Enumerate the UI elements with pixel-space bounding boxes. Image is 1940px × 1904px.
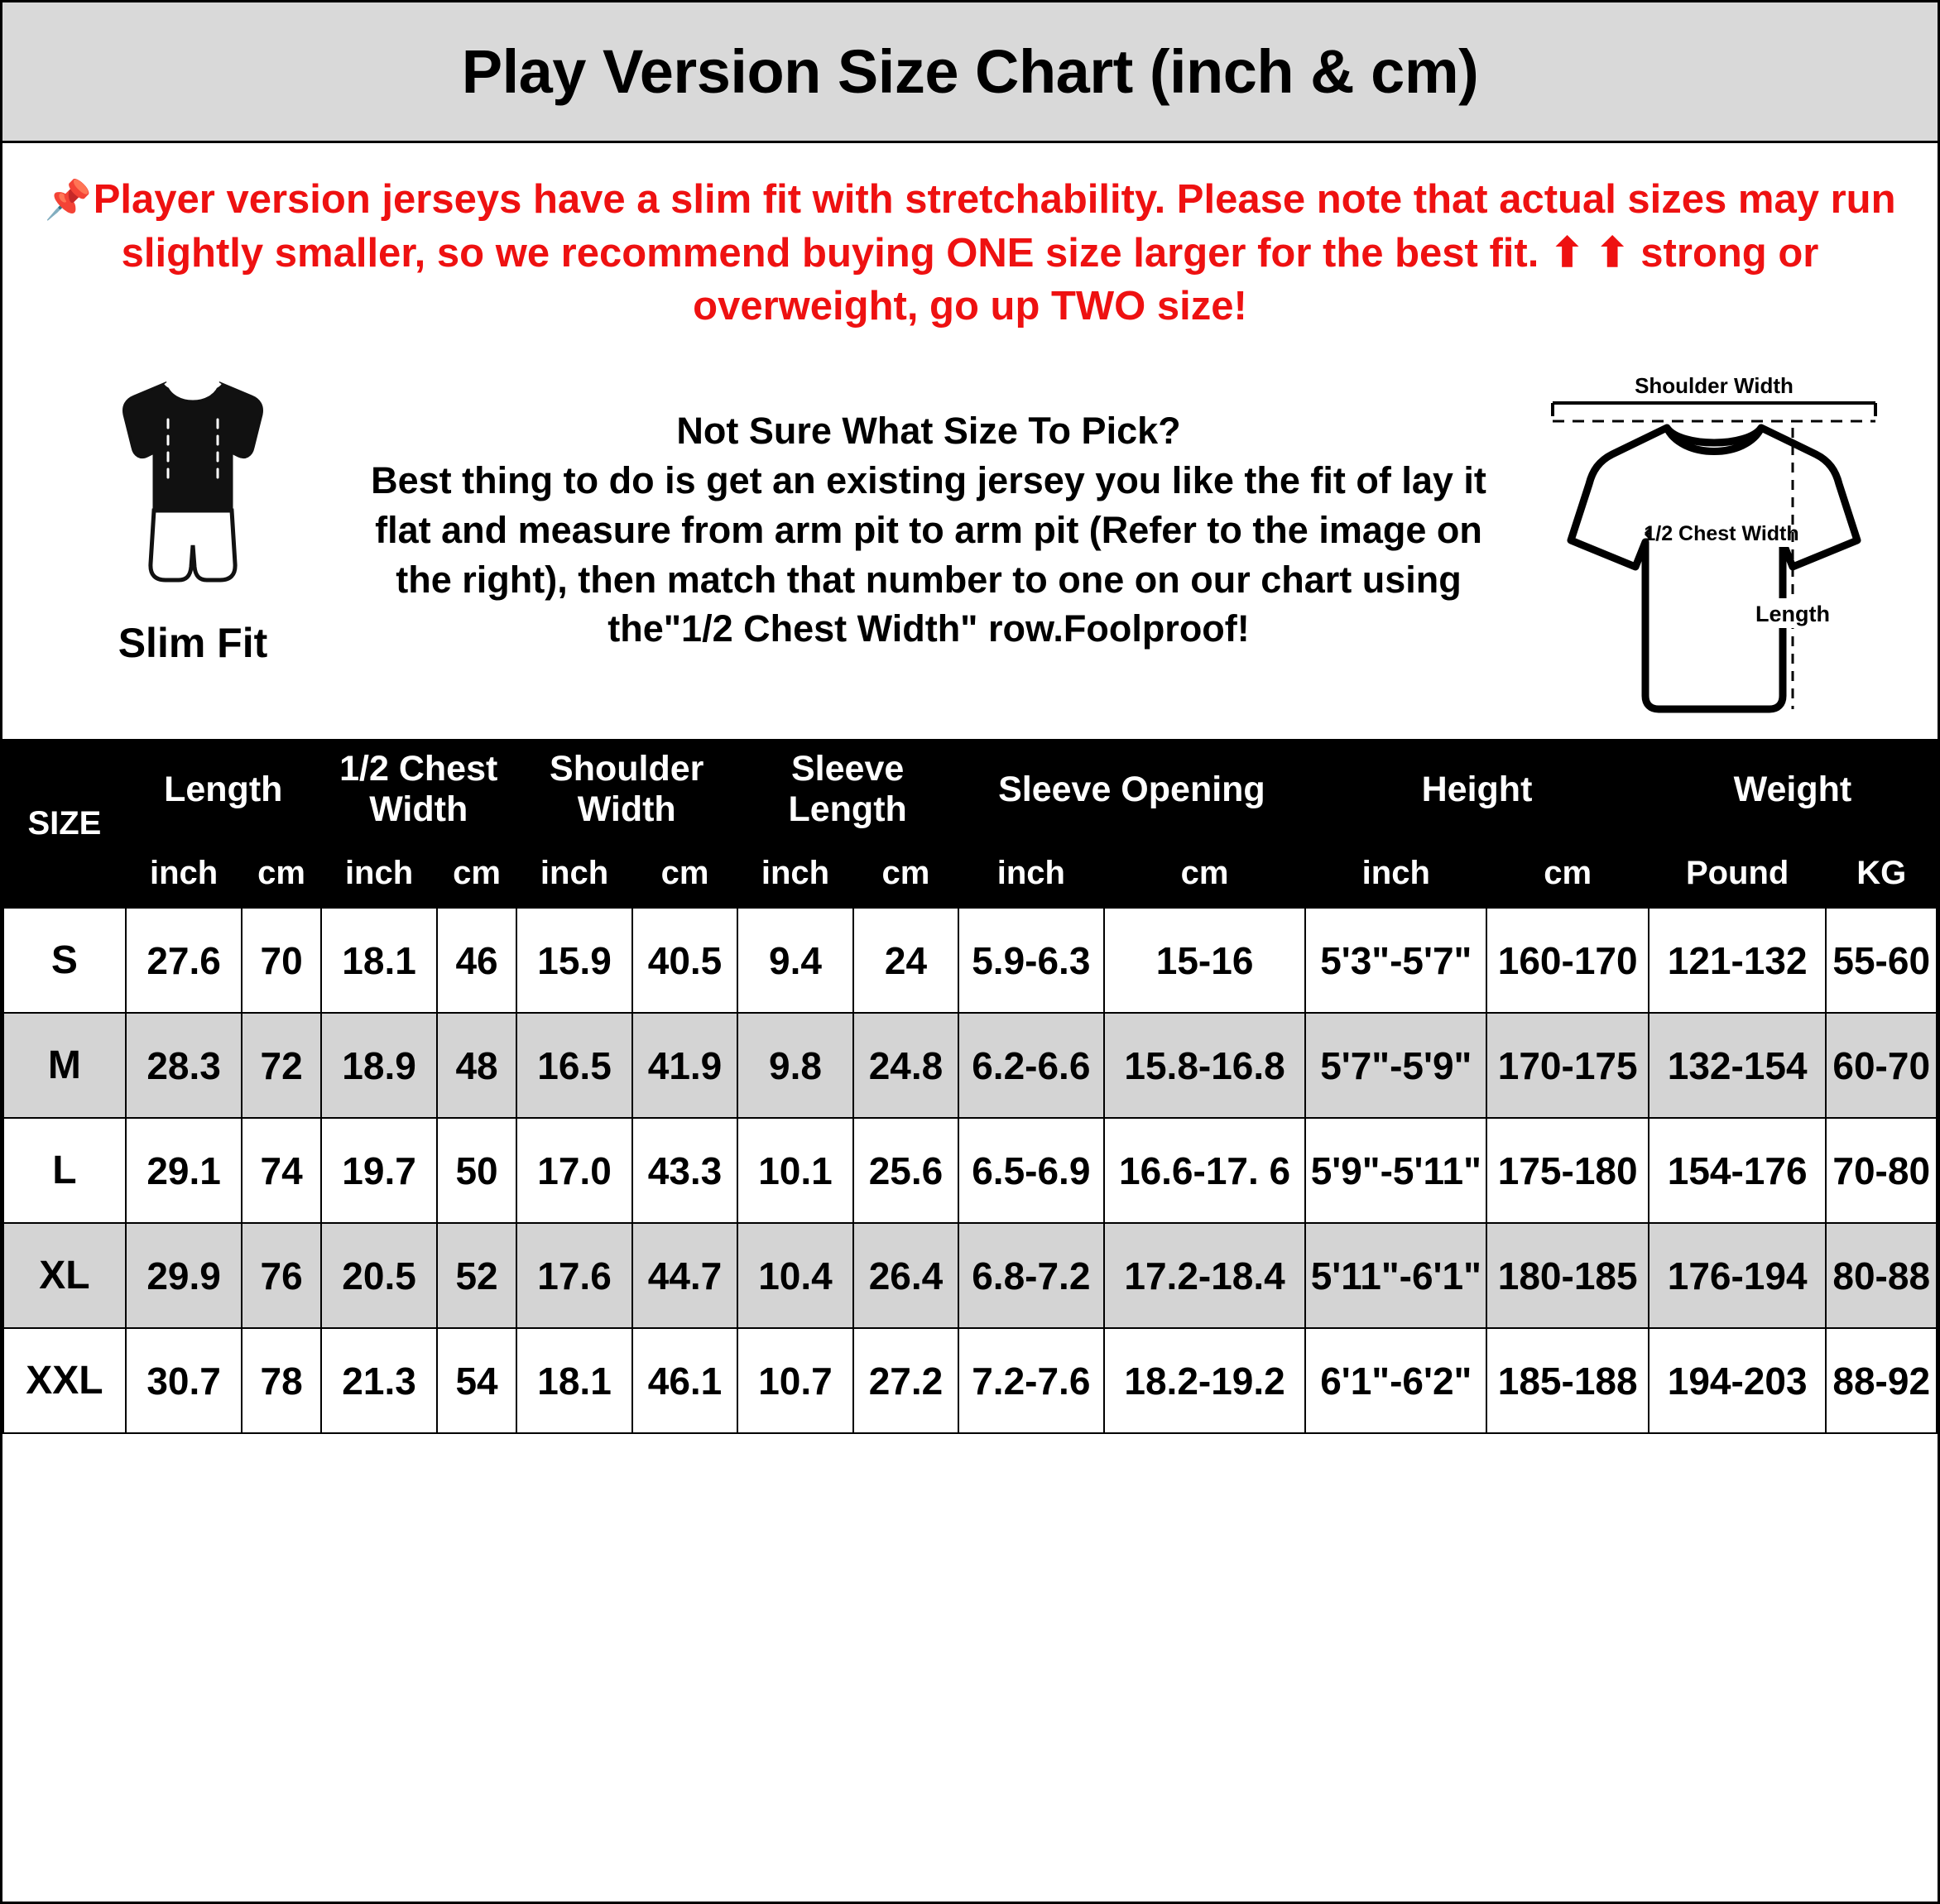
cell-chest-cm: 48	[437, 1013, 516, 1118]
cell-sleeve-length-cm: 26.4	[853, 1223, 958, 1328]
sizing-advice-heading: Not Sure What Size To Pick?	[676, 410, 1181, 453]
sizing-advice-body: Best thing to do is get an existing jersey you like the fit of lay it flat and measure from arm pit to arm pit (Refer to the image on the right), then match that number to one on our chart using the"1/2 Chest Width" row.Foolproof!	[371, 458, 1486, 650]
fit-notice-text: Player version jerseys have a slim fit with stretchability. Please note that actual sizes may run slightly smaller, so we recommend buying ONE size larger for the best fit. ⬆ ⬆ strong or overweight, go up TWO size!	[93, 177, 1896, 329]
unit-shoulder-inch: inch	[516, 839, 633, 908]
col-size: SIZE	[3, 740, 126, 908]
cell-shoulder-inch: 15.9	[516, 908, 633, 1013]
row-size: M	[3, 1013, 126, 1118]
cell-weight-pound: 132-154	[1649, 1013, 1827, 1118]
col-group-sleeve-opening: Sleeve Opening	[958, 740, 1306, 839]
row-size: XL	[3, 1223, 126, 1328]
row-size: XXL	[3, 1328, 126, 1433]
cell-sleeve-opening-inch: 5.9-6.3	[958, 908, 1104, 1013]
cell-sleeve-length-inch: 10.1	[737, 1118, 854, 1223]
cell-weight-kg: 55-60	[1826, 908, 1937, 1013]
cell-weight-kg: 88-92	[1826, 1328, 1937, 1433]
cell-height-inch: 5'3"-5'7"	[1305, 908, 1486, 1013]
size-table-head	[3, 740, 1937, 908]
cell-weight-kg: 60-70	[1826, 1013, 1937, 1118]
cell-chest-cm: 46	[437, 908, 516, 1013]
size-table	[2, 739, 1938, 1434]
cell-shoulder-cm: 41.9	[632, 1013, 737, 1118]
tshirt-measurement-icon	[1520, 368, 1909, 736]
cell-sleeve-opening-cm: 17.2-18.4	[1104, 1223, 1305, 1328]
table-row	[3, 1118, 1937, 1223]
table-row	[3, 1223, 1937, 1328]
unit-chest-inch: inch	[321, 839, 438, 908]
cell-sleeve-length-cm: 24	[853, 908, 958, 1013]
cell-weight-kg: 80-88	[1826, 1223, 1937, 1328]
cell-sleeve-opening-inch: 6.2-6.6	[958, 1013, 1104, 1118]
cell-shoulder-cm: 46.1	[632, 1328, 737, 1433]
cell-chest-inch: 18.1	[321, 908, 438, 1013]
cell-length-cm: 72	[242, 1013, 320, 1118]
svg-text:Length: Length	[1755, 602, 1830, 627]
page-title: Play Version Size Chart (inch & cm)	[461, 37, 1479, 106]
unit-length-cm: cm	[242, 839, 320, 908]
svg-text:1/2 Chest Width: 1/2 Chest Width	[1644, 522, 1799, 546]
cell-shoulder-inch: 18.1	[516, 1328, 633, 1433]
unit-weight-pound: Pound	[1649, 839, 1827, 908]
cell-sleeve-length-inch: 9.4	[737, 908, 854, 1013]
cell-height-cm: 160-170	[1486, 908, 1648, 1013]
cell-chest-inch: 21.3	[321, 1328, 438, 1433]
slim-fit-block	[19, 347, 367, 667]
unit-sleeve-length-inch: inch	[737, 839, 854, 908]
cell-chest-inch: 20.5	[321, 1223, 438, 1328]
col-group-half-chest-width: 1/2 Chest Width	[321, 740, 516, 839]
cell-height-inch: 5'7"-5'9"	[1305, 1013, 1486, 1118]
cell-weight-pound: 176-194	[1649, 1223, 1827, 1328]
table-row	[3, 1328, 1937, 1433]
unit-sleeve-opening-cm: cm	[1104, 839, 1305, 908]
cell-length-cm: 74	[242, 1118, 320, 1223]
cell-height-cm: 170-175	[1486, 1013, 1648, 1118]
table-row	[3, 1013, 1937, 1118]
unit-sleeve-length-cm: cm	[853, 839, 958, 908]
cell-sleeve-length-inch: 10.4	[737, 1223, 854, 1328]
cell-shoulder-cm: 40.5	[632, 908, 737, 1013]
cell-sleeve-opening-cm: 15-16	[1104, 908, 1305, 1013]
page-title-bar	[2, 2, 1938, 143]
measurement-diagram	[1507, 347, 1921, 736]
col-group-height: Height	[1305, 740, 1649, 839]
cell-chest-cm: 50	[437, 1118, 516, 1223]
col-group-weight: Weight	[1649, 740, 1937, 839]
fit-notice	[2, 143, 1938, 342]
cell-height-inch: 5'9"-5'11"	[1305, 1118, 1486, 1223]
row-size: L	[3, 1118, 126, 1223]
cell-length-cm: 70	[242, 908, 320, 1013]
row-size: S	[3, 908, 126, 1013]
cell-sleeve-opening-cm: 15.8-16.8	[1104, 1013, 1305, 1118]
cell-sleeve-opening-inch: 6.8-7.2	[958, 1223, 1104, 1328]
cell-chest-cm: 52	[437, 1223, 516, 1328]
cell-sleeve-opening-inch: 7.2-7.6	[958, 1328, 1104, 1433]
size-table-body	[3, 908, 1937, 1433]
cell-length-inch: 30.7	[126, 1328, 242, 1433]
cell-sleeve-opening-cm: 18.2-19.2	[1104, 1328, 1305, 1433]
unit-height-inch: inch	[1305, 839, 1486, 908]
cell-length-inch: 29.1	[126, 1118, 242, 1223]
cell-sleeve-length-inch: 9.8	[737, 1013, 854, 1118]
cell-weight-pound: 121-132	[1649, 908, 1827, 1013]
col-group-shoulder-width: Shoulder Width	[516, 740, 737, 839]
slim-fit-label: Slim Fit	[118, 620, 268, 667]
size-table-group-row	[3, 740, 1937, 839]
cell-chest-inch: 19.7	[321, 1118, 438, 1223]
cell-length-cm: 76	[242, 1223, 320, 1328]
cell-shoulder-cm: 44.7	[632, 1223, 737, 1328]
cell-sleeve-opening-inch: 6.5-6.9	[958, 1118, 1104, 1223]
cell-height-cm: 185-188	[1486, 1328, 1648, 1433]
cell-sleeve-length-cm: 24.8	[853, 1013, 958, 1118]
col-group-length: Length	[126, 740, 321, 839]
cell-shoulder-cm: 43.3	[632, 1118, 737, 1223]
col-group-sleeve-length: Sleeve Length	[737, 740, 958, 839]
unit-length-inch: inch	[126, 839, 242, 908]
cell-sleeve-length-cm: 25.6	[853, 1118, 958, 1223]
unit-weight-kg: KG	[1826, 839, 1937, 908]
size-table-unit-row	[3, 839, 1937, 908]
cell-chest-inch: 18.9	[321, 1013, 438, 1118]
sizing-advice	[367, 347, 1507, 654]
cell-sleeve-length-inch: 10.7	[737, 1328, 854, 1433]
cell-length-cm: 78	[242, 1328, 320, 1433]
unit-shoulder-cm: cm	[632, 839, 737, 908]
table-row	[3, 908, 1937, 1013]
cell-height-cm: 175-180	[1486, 1118, 1648, 1223]
cell-length-inch: 28.3	[126, 1013, 242, 1118]
cell-shoulder-inch: 17.0	[516, 1118, 633, 1223]
unit-chest-cm: cm	[437, 839, 516, 908]
svg-text:Shoulder Width: Shoulder Width	[1635, 373, 1794, 399]
unit-sleeve-opening-inch: inch	[958, 839, 1104, 908]
pushpin-icon: 📌	[44, 178, 92, 221]
cell-shoulder-inch: 17.6	[516, 1223, 633, 1328]
cell-height-inch: 6'1"-6'2"	[1305, 1328, 1486, 1433]
slim-fit-body-icon	[89, 368, 296, 612]
cell-length-inch: 27.6	[126, 908, 242, 1013]
cell-length-inch: 29.9	[126, 1223, 242, 1328]
cell-shoulder-inch: 16.5	[516, 1013, 633, 1118]
cell-weight-kg: 70-80	[1826, 1118, 1937, 1223]
cell-weight-pound: 154-176	[1649, 1118, 1827, 1223]
info-section	[2, 342, 1938, 739]
cell-sleeve-opening-cm: 16.6-17. 6	[1104, 1118, 1305, 1223]
cell-height-inch: 5'11"-6'1"	[1305, 1223, 1486, 1328]
cell-weight-pound: 194-203	[1649, 1328, 1827, 1433]
unit-height-cm: cm	[1486, 839, 1648, 908]
cell-chest-cm: 54	[437, 1328, 516, 1433]
cell-height-cm: 180-185	[1486, 1223, 1648, 1328]
cell-sleeve-length-cm: 27.2	[853, 1328, 958, 1433]
